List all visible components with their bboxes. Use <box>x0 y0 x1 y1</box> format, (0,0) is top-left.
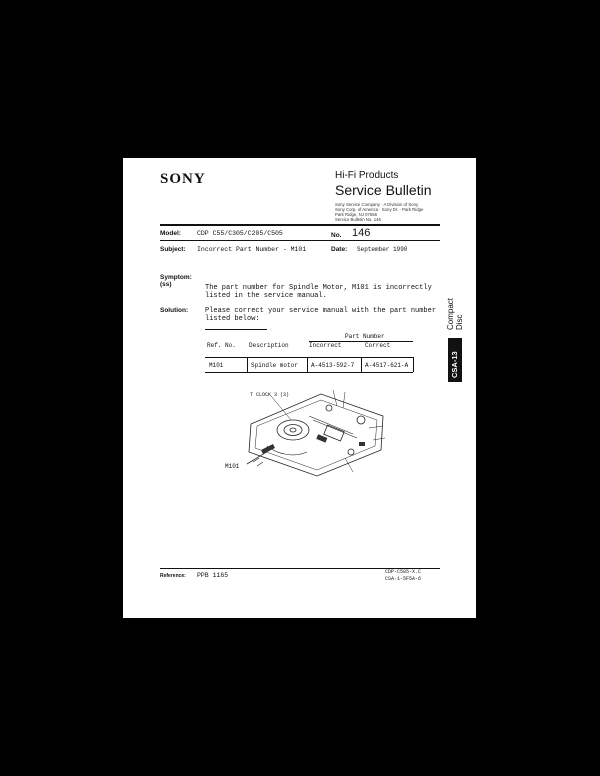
number-label: No. <box>331 232 342 239</box>
solution-text: listed below: <box>205 315 260 323</box>
model-value: CDP C55/C305/C205/C505 <box>197 230 283 237</box>
field-divider <box>160 240 440 241</box>
header-ref-no: Ref. No. <box>207 342 236 349</box>
sony-logo: SONY <box>160 171 206 187</box>
service-bulletin-title: Service Bulletin <box>335 182 432 198</box>
bulletin-page <box>123 158 476 618</box>
symptom-sublabel: (ss) <box>160 281 172 288</box>
bulletin-code: CSA-13 <box>450 351 459 378</box>
table-rule <box>413 357 414 372</box>
table-rule <box>307 357 308 372</box>
date-value: September 1990 <box>357 246 408 253</box>
solution-label: Solution: <box>160 307 189 314</box>
table-cell: A-4517-621-A <box>365 362 409 369</box>
diagram-callout: T CLOCK 3 (3) <box>250 392 290 398</box>
reference-value: PPB 1165 <box>197 572 229 579</box>
table-cell: Spindle motor <box>251 362 298 369</box>
subject-label: Subject: <box>160 246 186 253</box>
table-header-row <box>205 342 415 349</box>
symptom-text: The part number for Spindle Motor, M101 is incorrectly <box>205 284 432 292</box>
parts-table <box>205 342 415 349</box>
number-value: 146 <box>352 227 371 239</box>
solution-text: Please correct your service manual with the part number <box>205 307 437 315</box>
hifi-products-title: Hi-Fi Products <box>335 170 399 181</box>
table-cell: M101 <box>209 362 224 369</box>
reference-label: Reference: <box>160 573 186 579</box>
part-number-group-header: Part Number <box>345 333 385 340</box>
header-correct: Correct <box>365 342 391 349</box>
table-rule <box>361 357 362 372</box>
symptom-text: listed in the service manual. <box>205 292 327 300</box>
bulletin-code-tab <box>448 338 462 382</box>
model-label: Model: <box>160 230 181 237</box>
subject-value: Incorrect Part Number - M101 <box>197 246 307 253</box>
symptom-label: Symptom: <box>160 274 192 281</box>
diagram-label-m101: M101 <box>225 463 240 470</box>
address-line: Service Bulletin No. 146 <box>335 217 381 222</box>
address-line: Sony Service Company · A Division of Sony <box>335 202 419 207</box>
table-rule <box>247 357 248 372</box>
category-side-label: Compact Disc <box>446 297 464 330</box>
footer-code: CDP-C505-X.C <box>385 569 422 575</box>
header-divider <box>160 224 440 226</box>
date-label: Date: <box>331 246 348 253</box>
header-incorrect: Incorrect <box>309 342 342 349</box>
table-rule <box>205 329 267 330</box>
table-cell: A-4513-592-7 <box>311 362 355 369</box>
header-description: Description <box>249 342 289 349</box>
table-rule <box>205 372 413 373</box>
footer-code: CSA-1-5F5A-6 <box>385 576 422 582</box>
table-rule <box>205 357 413 358</box>
spindle-motor-diagram <box>233 386 393 482</box>
address-line: Park Ridge, NJ 07656 <box>335 212 378 217</box>
address-line: Sony Corp. of America · Sony Dr. · Park Ridge <box>335 207 424 212</box>
